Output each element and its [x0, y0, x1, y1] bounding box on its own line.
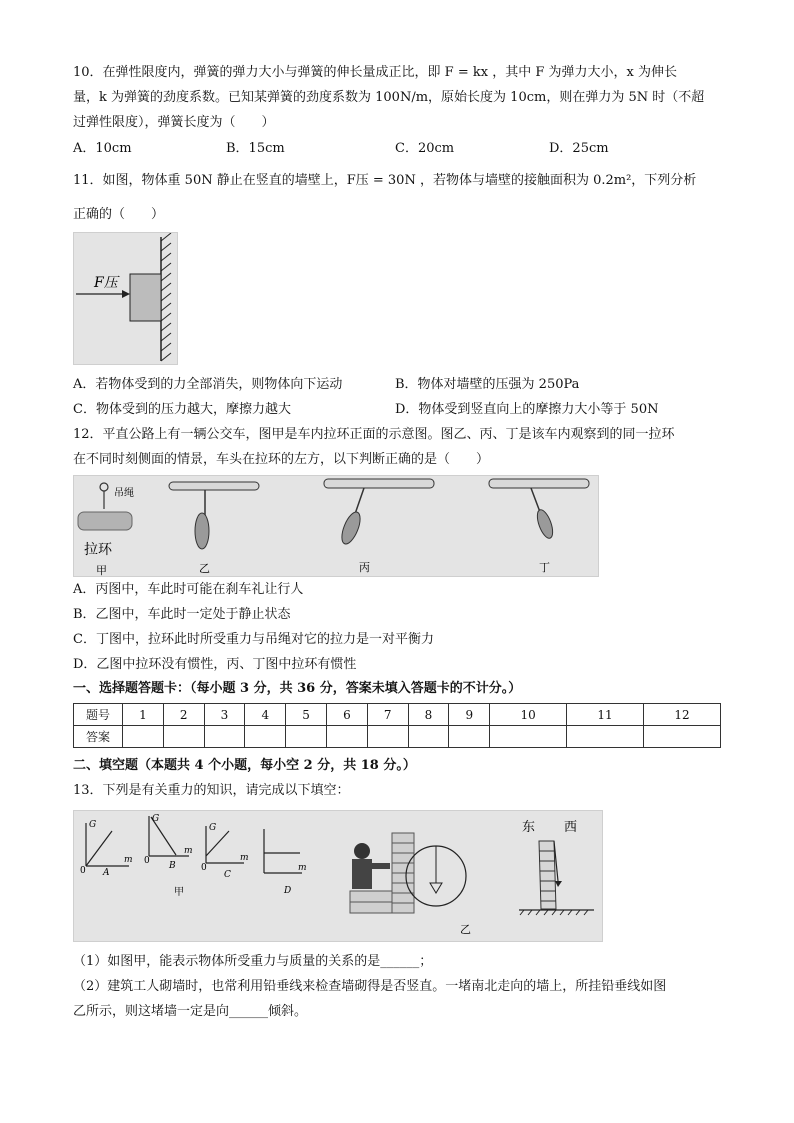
question-number: 11	[567, 704, 644, 726]
axis-g-label: G	[209, 823, 217, 833]
q12-option-d: D．乙图中拉环没有惯性，丙、丁图中拉环有惯性	[73, 657, 357, 672]
axis-m-label: m	[240, 853, 249, 863]
question-number: 4	[245, 704, 286, 726]
q12-line1: 12．平直公路上有一辆公交车，图甲是车内拉环正面的示意图。图乙、丙、丁是该车内观察到的同一拉环	[73, 427, 675, 442]
question-number: 10	[490, 704, 567, 726]
question-number: 12	[643, 704, 720, 726]
q12-option-c: C．丁图中，拉环此时所受重力与吊绳对它的拉力是一对平衡力	[73, 632, 434, 647]
number-row-header: 题号	[74, 704, 123, 726]
origin-label: 0	[144, 856, 150, 866]
axis-g-label: G	[152, 814, 160, 824]
answer-card-answer-row	[74, 726, 721, 748]
axis-m-label: m	[298, 863, 307, 873]
q11-option-b: B．物体对墙壁的压强为 250Pa	[395, 377, 580, 392]
question-number: 7	[367, 704, 408, 726]
origin-label: 0	[201, 863, 207, 873]
q11-option-a: A．若物体受到的力全部消失，则物体向下运动	[73, 377, 343, 392]
origin-label: 0	[80, 866, 86, 876]
section1-title: 一、选择题答题卡：（每小题 3 分，共 36 分，答案未填入答题卡的不计分。）	[73, 681, 522, 696]
answer-cell[interactable]	[567, 726, 644, 748]
force-label: F压	[94, 275, 118, 291]
q10-line3: 过弹性限度），弹簧长度为（ ）	[73, 115, 275, 130]
answer-cell[interactable]	[367, 726, 408, 748]
q11-line1: 11．如图，物体重 50N 静止在竖直的墙壁上，F压 = 30N ，若物体与墙壁的接触面积为 0.2m²，下列分析	[73, 173, 697, 188]
ding-label: 丁	[539, 561, 550, 574]
answer-cell[interactable]	[286, 726, 327, 748]
axis-g-label: G	[89, 820, 97, 830]
q11-line2: 正确的（ ）	[73, 207, 165, 222]
question-number: 5	[286, 704, 327, 726]
rope-label: 吊绳	[114, 488, 134, 499]
q10-option-d: D．25cm	[549, 141, 609, 156]
axis-m-label: m	[184, 846, 193, 856]
answer-card-table	[73, 703, 721, 748]
q10-option-a: A．10cm	[73, 141, 132, 156]
hand-ring-diagram	[74, 476, 598, 576]
question-number: 2	[163, 704, 204, 726]
yi-label: 乙	[199, 562, 210, 575]
graph-b-label: B	[169, 861, 176, 871]
section2-title: 二、填空题（本题共 4 个小题，每小空 2 分，共 18 分。）	[73, 758, 416, 773]
answer-cell[interactable]	[643, 726, 720, 748]
q12-option-a: A．丙图中，车此时可能在刹车礼让行人	[73, 582, 304, 597]
q12-option-b: B．乙图中，车此时一定处于静止状态	[73, 607, 291, 622]
q13-sub1: （1）如图甲，能表示物体所受重力与质量的关系的是______；	[73, 954, 433, 969]
answer-cell[interactable]	[245, 726, 286, 748]
q11-option-d: D．物体受到竖直向上的摩擦力大小等于 50N	[395, 402, 659, 417]
bing-label: 丙	[359, 561, 370, 574]
west-label: 西	[564, 820, 578, 835]
answer-card-number-row	[74, 704, 721, 726]
question-number: 3	[204, 704, 245, 726]
q10-option-b: B．15cm	[226, 141, 285, 156]
answer-cell[interactable]	[123, 726, 164, 748]
q12-figure	[73, 475, 599, 577]
q13-figure	[73, 810, 603, 942]
axis-m-label: m	[124, 855, 133, 865]
question-number: 9	[449, 704, 490, 726]
q12-line2: 在不同时刻侧面的情景，车头在拉环的左方，以下判断正确的是（ ）	[73, 452, 490, 467]
q10-line2: 量，k 为弹簧的劲度系数。已知某弹簧的劲度系数为 100N/m，原始长度为 10cm，则在弹力为 5N 时（不超	[73, 90, 705, 105]
q10-option-c: C．20cm	[395, 141, 455, 156]
answer-cell[interactable]	[163, 726, 204, 748]
answer-cell[interactable]	[490, 726, 567, 748]
graph-a-label: A	[103, 868, 110, 878]
yi-label: 乙	[460, 923, 471, 936]
q13-sub2-line1: （2）建筑工人砌墙时，也常利用铅垂线来检查墙砌得是否竖直。一堵南北走向的墙上，所挂铅垂线如图	[73, 979, 667, 994]
jia-label: 甲	[174, 887, 184, 898]
question-number: 6	[326, 704, 367, 726]
answer-cell[interactable]	[449, 726, 490, 748]
graph-c-label: C	[224, 870, 231, 880]
answer-cell[interactable]	[204, 726, 245, 748]
question-number: 1	[123, 704, 164, 726]
ring-label: 拉环	[84, 542, 112, 558]
graph-d-label: D	[284, 886, 292, 896]
jia-label: 甲	[96, 564, 107, 576]
question-number: 8	[408, 704, 449, 726]
q11-option-c: C．物体受到的压力越大，摩擦力越大	[73, 402, 291, 417]
answer-cell[interactable]	[408, 726, 449, 748]
answer-cell[interactable]	[326, 726, 367, 748]
q10-line1: 10．在弹性限度内，弹簧的弹力大小与弹簧的伸长量成正比，即 F = kx ，其中 F 为弹力大小，x 为伸长	[73, 65, 677, 80]
east-label: 东	[522, 820, 536, 835]
q13-sub2-line2: 乙所示，则这堵墙一定是向______倾斜。	[73, 1004, 308, 1019]
gravity-diagrams	[74, 811, 602, 941]
q13-line1: 13．下列是有关重力的知识，请完成以下填空：	[73, 783, 350, 798]
q11-figure	[73, 232, 178, 365]
answer-row-header: 答案	[74, 726, 123, 748]
wall-block-diagram	[74, 233, 177, 364]
